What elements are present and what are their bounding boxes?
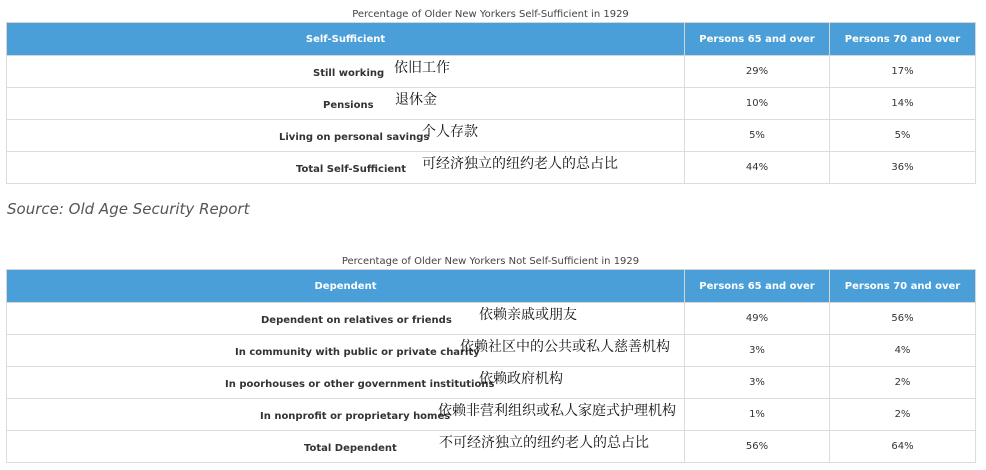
value-65: 3% [685, 367, 830, 399]
row-label-cell [7, 399, 685, 431]
value-65: 29% [685, 56, 830, 88]
value-70: 4% [830, 335, 976, 367]
row-label-cell [7, 152, 685, 184]
value-65: 44% [685, 152, 830, 184]
value-65: 5% [685, 120, 830, 152]
row-label: Still working [313, 67, 385, 79]
value-70: 2% [830, 367, 976, 399]
value-70: 2% [830, 399, 976, 431]
row-label: Living on personal savings [279, 131, 430, 143]
row-note: 依旧工作 [394, 59, 450, 76]
row-note: 退休金 [395, 91, 437, 108]
row-note: 可经济独立的纽约老人的总占比 [422, 155, 618, 172]
row-label-cell [7, 303, 685, 335]
value-70: 14% [830, 88, 976, 120]
table2-caption: Percentage of Older New Yorkers Not Self-Sufficient in 1929 [341, 256, 640, 267]
row-label-cell [7, 431, 685, 463]
table-header-row [7, 270, 976, 303]
source-note: Source: Old Age Security Report [7, 200, 250, 218]
row-label-cell [7, 88, 685, 120]
self-sufficient-table [6, 22, 976, 184]
row-note: 依赖亲戚或朋友 [479, 306, 577, 323]
value-70: 36% [830, 152, 976, 184]
row-label: Dependent on relatives or friends [261, 314, 452, 326]
table-row [7, 399, 976, 431]
row-label: In community with public or private charity [235, 346, 480, 358]
table-row [7, 120, 976, 152]
row-label-cell [7, 120, 685, 152]
row-label: In poorhouses or other government institutions [225, 378, 495, 390]
row-note: 个人存款 [422, 123, 478, 140]
column-header-self-sufficient: Self-Sufficient [7, 23, 685, 56]
row-note: 依赖社区中的公共或私人慈善机构 [460, 338, 670, 355]
table-row [7, 367, 976, 399]
column-header-persons-70: Persons 70 and over [830, 270, 976, 303]
column-header-dependent: Dependent [7, 270, 685, 303]
value-65: 10% [685, 88, 830, 120]
table-row [7, 56, 976, 88]
table-header-row [7, 23, 976, 56]
dependent-table [6, 269, 976, 463]
row-label-cell [7, 335, 685, 367]
row-label: Pensions [323, 99, 374, 111]
row-label-cell [7, 367, 685, 399]
value-70: 56% [830, 303, 976, 335]
value-70: 17% [830, 56, 976, 88]
row-note: 不可经济独立的纽约老人的总占比 [439, 434, 649, 451]
row-label: Total Self-Sufficient [296, 163, 407, 175]
column-header-persons-65: Persons 65 and over [685, 270, 830, 303]
table-row [7, 88, 976, 120]
table-row [7, 303, 976, 335]
value-65: 1% [685, 399, 830, 431]
row-note: 依赖政府机构 [479, 370, 563, 387]
value-65: 3% [685, 335, 830, 367]
row-label-cell [7, 56, 685, 88]
table-row [7, 152, 976, 184]
value-70: 5% [830, 120, 976, 152]
row-label: Total Dependent [304, 442, 397, 454]
column-header-persons-70: Persons 70 and over [830, 23, 976, 56]
column-header-persons-65: Persons 65 and over [685, 23, 830, 56]
table-row [7, 335, 976, 367]
table1-caption: Percentage of Older New Yorkers Self-Sufficient in 1929 [352, 9, 629, 20]
value-70: 64% [830, 431, 976, 463]
value-65: 56% [685, 431, 830, 463]
value-65: 49% [685, 303, 830, 335]
table-row [7, 431, 976, 463]
row-label: In nonprofit or proprietary homes [260, 410, 451, 422]
row-note: 依赖非营利组织或私人家庭式护理机构 [438, 402, 676, 419]
